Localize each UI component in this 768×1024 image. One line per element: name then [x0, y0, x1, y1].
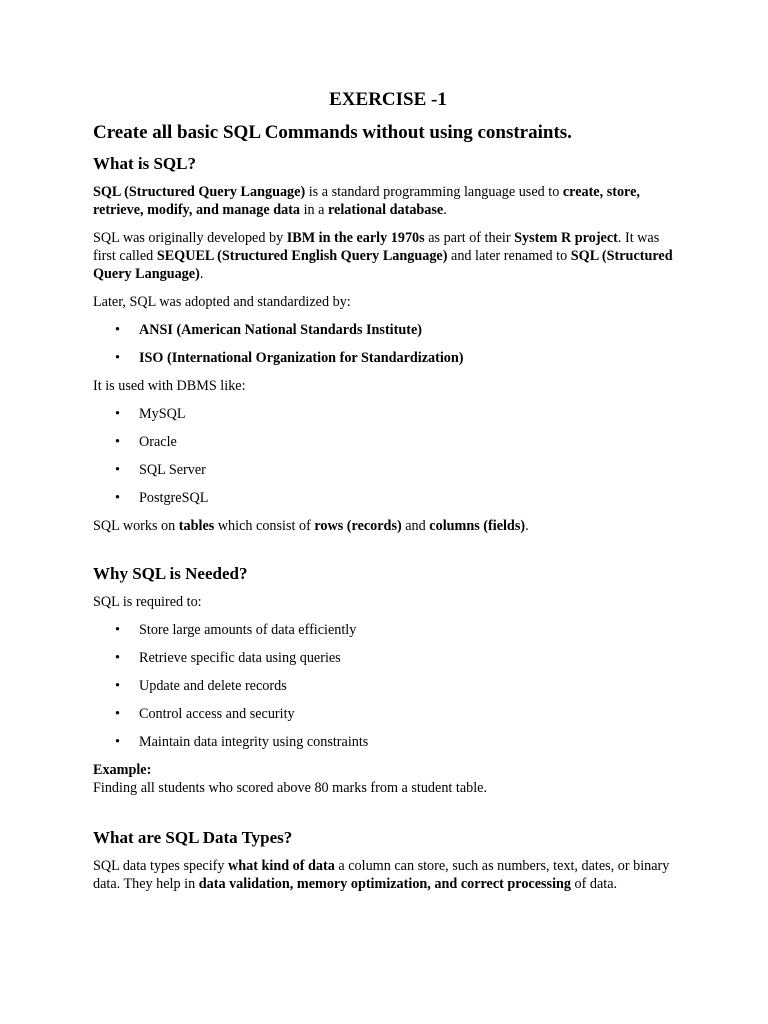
document-title: EXERCISE -1 — [329, 89, 447, 110]
bullet-icon: • — [115, 322, 120, 338]
bullet-icon: • — [115, 650, 120, 666]
bullet-icon: • — [115, 622, 120, 638]
heading-sql-data-types: What are SQL Data Types? — [93, 828, 293, 847]
paragraph-standardized-intro: Later, SQL was adopted and standardized by: — [93, 294, 351, 310]
paragraph-tables: SQL works on tables which consist of rows (records) and columns (fields). — [93, 518, 529, 534]
section-spacer — [93, 545, 683, 563]
list-item: • ISO (International Organization for Standardization) — [115, 350, 464, 366]
bullet-icon: • — [115, 678, 120, 694]
list-item: • Update and delete records — [115, 678, 287, 694]
list-item: • Oracle — [115, 434, 177, 450]
example-text: Finding all students who scored above 80 marks from a student table. — [93, 780, 488, 796]
paragraph-sql-definition: SQL (Structured Query Language) is a standard programming language used to create, store, retrieve, modify, and manage data in a relational database. — [93, 184, 640, 218]
list-item: • SQL Server — [115, 462, 206, 478]
list-item: • Store large amounts of data efficiently — [115, 622, 357, 638]
standards-list — [93, 321, 683, 367]
paragraph-dbms-intro: It is used with DBMS like: — [93, 378, 246, 394]
paragraph-sql-history: SQL was originally developed by IBM in the early 1970s as part of their System R project. It was first called SEQUEL (Structured English Query Language) and later renamed to SQL (Structured Query Language). — [93, 230, 673, 282]
example-block — [93, 761, 683, 797]
list-item: • Maintain data integrity using constraints — [115, 734, 369, 750]
paragraph-required-intro: SQL is required to: — [93, 594, 202, 610]
heading-what-is-sql: What is SQL? — [93, 154, 196, 173]
section-spacer — [93, 797, 683, 827]
bullet-icon: • — [115, 490, 120, 506]
list-item: • MySQL — [115, 406, 186, 422]
heading-why-sql-needed: Why SQL is Needed? — [93, 564, 248, 583]
list-item: • PostgreSQL — [115, 490, 209, 506]
bullet-icon: • — [115, 434, 120, 450]
list-item: • Retrieve specific data using queries — [115, 650, 341, 666]
list-item: • ANSI (American National Standards Institute) — [115, 322, 422, 338]
example-label: Example: — [93, 762, 152, 778]
paragraph-data-types: SQL data types specify what kind of data a column can store, such as numbers, text, dates, or binary data. They help in data validation, memory optimization, and correct processing of data. — [93, 858, 670, 892]
document-subtitle: Create all basic SQL Commands without using constraints. — [93, 122, 572, 143]
bullet-icon: • — [115, 734, 120, 750]
needs-list — [93, 621, 683, 751]
document-page — [93, 88, 683, 903]
list-item: • Control access and security — [115, 706, 295, 722]
bullet-icon: • — [115, 406, 120, 422]
bullet-icon: • — [115, 706, 120, 722]
bullet-icon: • — [115, 462, 120, 478]
dbms-list — [93, 405, 683, 507]
bullet-icon: • — [115, 350, 120, 366]
